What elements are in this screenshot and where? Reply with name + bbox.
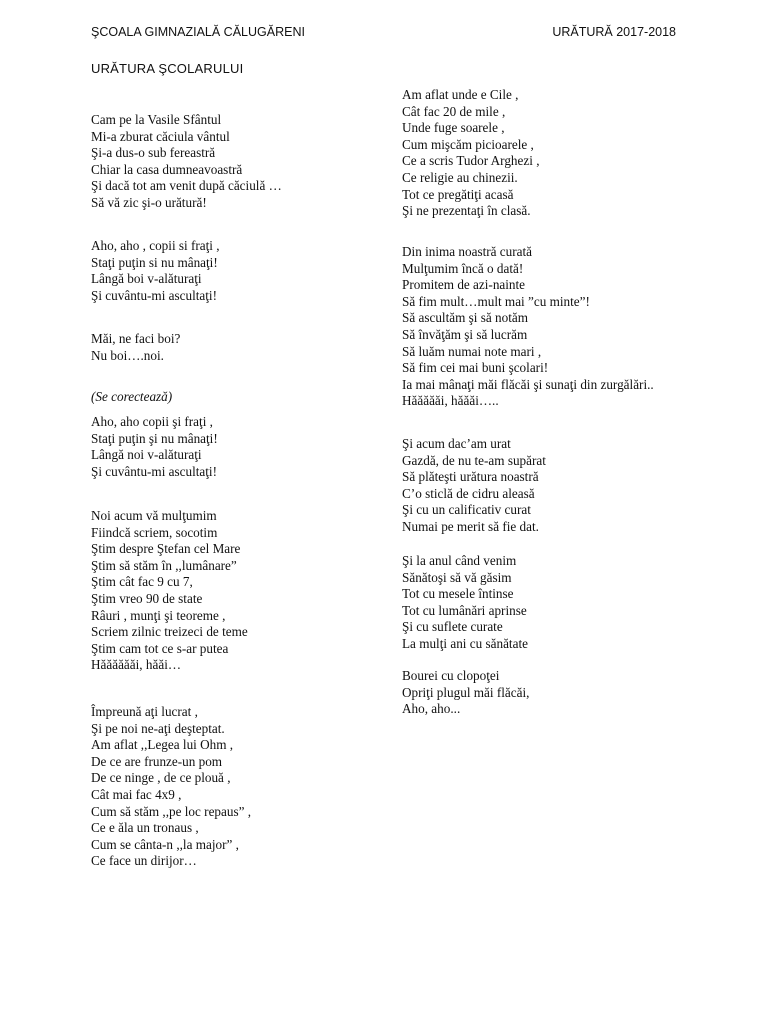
verse-line: (Se corectează) [91,389,173,404]
verse-line: Împreună aţi lucrat , [91,704,198,719]
verse-line: Staţi puţin şi nu mânaţi! [91,430,218,446]
verse-line: De ce are frunze-un pom [91,753,223,769]
stanza [402,553,702,653]
verse-line: Să plăteşti urătura noastră [402,469,539,485]
verse-line: Să luăm numai note mari , [402,343,542,359]
verse-line: Noi acum vă mulţumim [91,508,217,523]
stanza [91,389,381,406]
verse-line: Şi-a dus-o sub fereastră [91,145,216,161]
stanza [402,87,702,220]
stanza [402,244,702,410]
verse-line: Cum să stăm ,,pe loc repaus” , [91,803,252,819]
verse-line: Cât fac 20 de mile , [402,103,506,119]
verse-line: Ce e ăla un tronaus , [91,820,199,836]
verse-line: Am aflat ,,Legea lui Ohm , [91,737,234,753]
verse-line: Sănătoşi să vă găsim [402,569,512,585]
verse-line: Tot cu mesele întinse [402,586,514,602]
verse-line: Promitem de azi-nainte [402,277,526,293]
verse-line: Şi ne prezentaţi în clasă. [402,203,531,219]
verse-line: Cum mişcăm picioarele , [402,136,534,152]
verse-line: Şi acum dac’am urat [402,436,511,451]
stanza [91,414,381,480]
verse-line: Ştim cam tot ce s-ar putea [91,640,229,656]
verse-line: Fiindcă scriem, socotim [91,524,218,540]
stanza [91,112,381,212]
verse-line: Am aflat unde e Cile , [402,87,519,102]
verse-line: Gazdă, de nu te-am supărat [402,452,546,468]
verse-line: Scriem zilnic treizeci de teme [91,624,248,640]
verse-line: La mulţi ani cu sănătate [402,635,528,651]
verse-line: Hăăăăăi, hăăăi….. [402,393,499,409]
verse-line: C’o sticlă de cidru aleasă [402,485,535,501]
verse-line: Şi cu un calificativ curat [402,502,531,518]
verse-line: Şi cuvântu-mi ascultaţi! [91,463,217,479]
verse-line: Mulţumim încă o dată! [402,260,524,276]
verse-line: Bourei cu clopoţei [402,668,500,683]
verse-line: Unde fuge soarele , [402,120,505,136]
verse-line: Lângă noi v-alăturaţi [91,447,202,463]
verse-line: Ştim să stăm în ,,lumânare” [91,557,237,573]
page-title: URĂTURA ŞCOLARULUI [91,61,244,76]
verse-line: Tot ce pregătiţi acasă [402,186,514,202]
verse-line: Chiar la casa dumneavoastră [91,161,243,177]
verse-line: Să fim mult…mult mai ”cu minte”! [402,293,590,309]
verse-line: Cât mai fac 4x9 , [91,786,182,802]
verse-line: Şi dacă tot am venit după căciulă … [91,178,282,194]
verse-line: Aho, aho , copii si fraţi , [91,238,220,253]
verse-line: Ştim cât fac 9 cu 7, [91,574,193,590]
verse-line: Ştim vreo 90 de state [91,590,203,606]
verse-line: Să învăţăm şi să lucrăm [402,326,528,342]
verse-line: Hăăăăăăi, hăăi… [91,657,182,673]
verse-line: Mi-a zburat căciula vântul [91,128,230,144]
verse-line: Şi la anul când venim [402,553,517,568]
verse-line: Cam pe la Vasile Sfântul [91,112,222,127]
verse-line: Aho, aho... [402,701,461,717]
verse-line: Lângă boi v-alăturaţi [91,271,202,287]
verse-line: Ce religie au chinezii. [402,169,518,185]
verse-line: Din inima noastră curată [402,244,532,259]
verse-line: Şi cuvântu-mi ascultaţi! [91,287,217,303]
verse-line: Opriţi plugul măi flăcăi, [402,684,530,700]
verse-line: Ce a scris Tudor Arghezi , [402,153,540,169]
stanza [91,508,381,674]
verse-line: Să vă zic şi-o urătură! [91,194,207,210]
verse-line: Ce face un dirijor… [91,853,197,869]
verse-line: Ia mai mânaţi măi flăcăi şi sunaţi din zurgălări.. [402,376,654,392]
verse-line: Numai pe merit să fie dat. [402,518,539,534]
verse-line: Să ascultăm şi să notăm [402,310,528,326]
stanza [91,238,381,304]
verse-line: Măi, ne faci boi? [91,331,181,346]
verse-line: Cum se cânta-n ,,la major” , [91,836,239,852]
header-school-name: ŞCOALA GIMNAZIALĂ CĂLUGĂRENI [91,25,305,39]
verse-line: Nu boi….noi. [91,347,164,363]
verse-line: Şi cu suflete curate [402,619,503,635]
stanza [91,704,381,870]
verse-line: Şi pe noi ne-aţi deşteptat. [91,720,225,736]
verse-line: Staţi puţin si nu mânaţi! [91,254,218,270]
verse-line: De ce ninge , de ce plouă , [91,770,231,786]
verse-line: Tot cu lumânări aprinse [402,602,527,618]
stanza [402,436,702,536]
header-year: URĂTURĂ 2017-2018 [552,25,676,39]
stanza [91,331,381,364]
verse-line: Aho, aho copii şi fraţi , [91,414,213,429]
verse-line: Râuri , munţi şi teoreme , [91,607,226,623]
verse-line: Ştim despre Ştefan cel Mare [91,541,241,557]
stanza [402,668,702,718]
verse-line: Să fim cei mai buni şcolari! [402,360,549,376]
